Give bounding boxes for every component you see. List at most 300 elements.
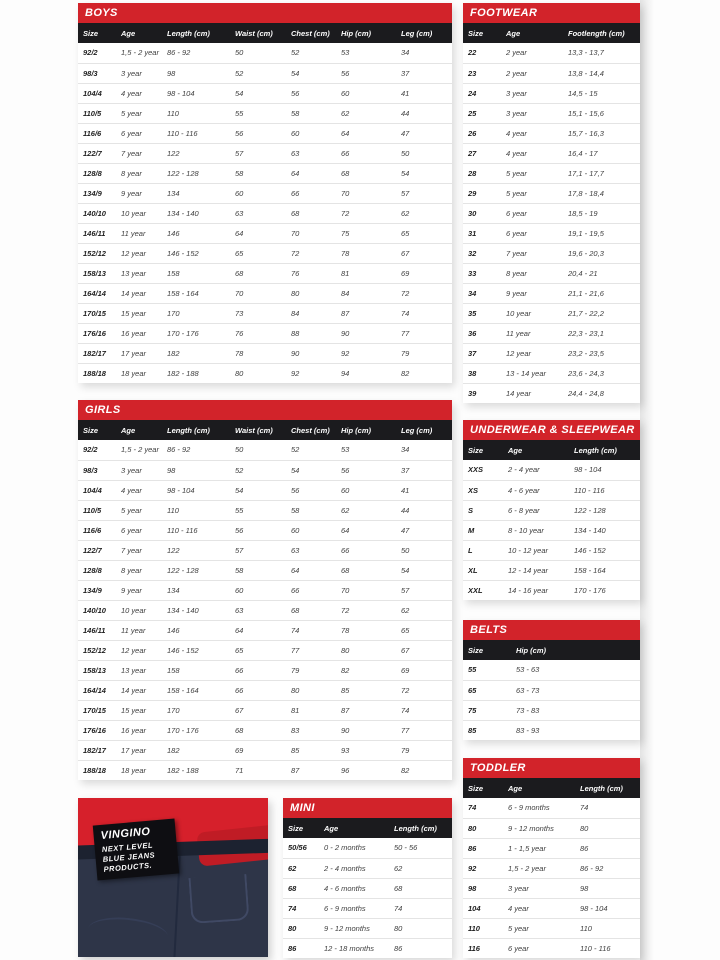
value-cell: 84 [286, 303, 336, 323]
column-header: Size [463, 778, 503, 798]
value-cell: 54 [396, 163, 452, 183]
value-cell: 66 [336, 540, 396, 560]
value-cell: 9 year [116, 580, 162, 600]
value-cell: 56 [230, 520, 286, 540]
value-cell: 68 [230, 263, 286, 283]
size-cell: 22 [463, 43, 501, 63]
value-cell: 64 [230, 620, 286, 640]
value-cell: 10 year [116, 600, 162, 620]
value-cell: 134 [162, 580, 230, 600]
value-cell: 56 [286, 83, 336, 103]
label-line: PRODUCTS. [103, 860, 153, 874]
value-cell: 70 [336, 183, 396, 203]
value-cell: 47 [396, 123, 452, 143]
size-cell: 122/7 [78, 540, 116, 560]
size-cell: 98/3 [78, 63, 116, 83]
value-cell: 17 year [116, 740, 162, 760]
size-cell: XS [463, 480, 503, 500]
value-cell: 60 [336, 480, 396, 500]
value-cell: 69 [230, 740, 286, 760]
column-header: Age [319, 818, 389, 838]
size-cell: 140/10 [78, 600, 116, 620]
belts-size-table [463, 640, 640, 740]
value-cell: 57 [396, 183, 452, 203]
size-cell: 80 [283, 918, 319, 938]
table-row [463, 858, 640, 878]
table-row [463, 163, 640, 183]
column-header: Footlength (cm) [563, 23, 640, 43]
value-cell: 83 - 93 [511, 720, 640, 740]
size-cell: 104/4 [78, 83, 116, 103]
value-cell: 98 - 104 [569, 460, 640, 480]
value-cell: 85 [286, 740, 336, 760]
value-cell: 87 [336, 303, 396, 323]
value-cell: 90 [336, 720, 396, 740]
column-header: Length (cm) [569, 440, 640, 460]
value-cell: 98 - 104 [162, 83, 230, 103]
value-cell: 90 [286, 343, 336, 363]
value-cell: 110 - 116 [162, 123, 230, 143]
size-cell: 104/4 [78, 480, 116, 500]
value-cell: 54 [230, 480, 286, 500]
value-cell: 55 [230, 500, 286, 520]
value-cell: 71 [230, 760, 286, 780]
value-cell: 62 [396, 600, 452, 620]
value-cell: 52 [286, 440, 336, 460]
value-cell: 56 [286, 480, 336, 500]
value-cell: 74 [575, 798, 640, 818]
size-cell: 110 [463, 918, 503, 938]
value-cell: 77 [396, 323, 452, 343]
table-row [78, 740, 452, 760]
value-cell: 15 year [116, 303, 162, 323]
value-cell: 14 - 16 year [503, 580, 569, 600]
size-cell: XXL [463, 580, 503, 600]
value-cell: 6 year [503, 938, 575, 958]
value-cell: 16 year [116, 720, 162, 740]
mini-size-table [283, 818, 452, 958]
value-cell: 12 - 14 year [503, 560, 569, 580]
value-cell: 41 [396, 83, 452, 103]
value-cell: 68 [286, 600, 336, 620]
value-cell: 146 [162, 620, 230, 640]
value-cell: 98 - 104 [575, 898, 640, 918]
column-header: Size [463, 640, 511, 660]
value-cell: 1,5 - 2 year [116, 43, 162, 63]
value-cell: 52 [230, 63, 286, 83]
size-cell: 98 [463, 878, 503, 898]
table-row [283, 938, 452, 958]
value-cell: 7 year [501, 243, 563, 263]
value-cell: 23,2 - 23,5 [563, 343, 640, 363]
table-row [463, 480, 640, 500]
value-cell: 64 [286, 560, 336, 580]
toddler-table-title: TODDLER [463, 758, 640, 778]
size-cell: 92/2 [78, 43, 116, 63]
value-cell: 182 [162, 740, 230, 760]
header-row [463, 440, 640, 460]
value-cell: 62 [336, 500, 396, 520]
size-cell: 128/8 [78, 163, 116, 183]
value-cell: 14,5 - 15 [563, 83, 640, 103]
table-row [78, 440, 452, 460]
table-row [78, 163, 452, 183]
column-header: Hip (cm) [336, 23, 396, 43]
jeans-photo [78, 798, 268, 957]
table-row [78, 680, 452, 700]
value-cell: 57 [230, 143, 286, 163]
value-cell: 94 [336, 363, 396, 383]
value-cell: 80 [286, 680, 336, 700]
value-cell: 1,5 - 2 year [503, 858, 575, 878]
value-cell: 0 - 2 months [319, 838, 389, 858]
value-cell: 6 - 9 months [503, 798, 575, 818]
column-header: Size [78, 420, 116, 440]
table-row [463, 343, 640, 363]
value-cell: 21,1 - 21,6 [563, 283, 640, 303]
header-row [78, 420, 452, 440]
value-cell: 146 - 152 [569, 540, 640, 560]
value-cell: 10 year [501, 303, 563, 323]
value-cell: 85 [336, 680, 396, 700]
value-cell: 64 [286, 163, 336, 183]
value-cell: 78 [230, 343, 286, 363]
value-cell: 9 year [116, 183, 162, 203]
value-cell: 9 - 12 months [319, 918, 389, 938]
value-cell: 74 [396, 700, 452, 720]
value-cell: 80 [286, 283, 336, 303]
value-cell: 87 [286, 760, 336, 780]
value-cell: 3 year [116, 63, 162, 83]
value-cell: 74 [396, 303, 452, 323]
table-row [463, 938, 640, 958]
value-cell: 158 - 164 [162, 680, 230, 700]
size-cell: 164/14 [78, 680, 116, 700]
column-header: Chest (cm) [286, 420, 336, 440]
value-cell: 52 [230, 460, 286, 480]
value-cell: 13,3 - 13,7 [563, 43, 640, 63]
value-cell: 9 year [501, 283, 563, 303]
value-cell: 4 - 6 months [319, 878, 389, 898]
table-row [78, 143, 452, 163]
value-cell: 146 - 152 [162, 640, 230, 660]
value-cell: 18,5 - 19 [563, 203, 640, 223]
value-cell: 158 [162, 660, 230, 680]
table-row [463, 143, 640, 163]
value-cell: 11 year [116, 620, 162, 640]
value-cell: 8 - 10 year [503, 520, 569, 540]
value-cell: 37 [396, 63, 452, 83]
value-cell: 158 [162, 263, 230, 283]
footwear-table-panel [463, 3, 640, 403]
value-cell: 11 year [116, 223, 162, 243]
value-cell: 57 [230, 540, 286, 560]
value-cell: 79 [286, 660, 336, 680]
label-line: BLUE JEANS [102, 850, 156, 864]
value-cell: 5 year [501, 183, 563, 203]
value-cell: 1,5 - 2 year [116, 440, 162, 460]
value-cell: 182 [162, 343, 230, 363]
value-cell: 2 - 4 year [503, 460, 569, 480]
value-cell: 76 [230, 323, 286, 343]
value-cell: 17,1 - 17,7 [563, 163, 640, 183]
value-cell: 86 - 92 [162, 43, 230, 63]
value-cell: 58 [230, 560, 286, 580]
girls-size-table [78, 420, 452, 780]
column-header: Hip (cm) [336, 420, 396, 440]
footwear-size-table [463, 23, 640, 403]
value-cell: 50 [230, 43, 286, 63]
value-cell: 3 year [116, 460, 162, 480]
size-cell: 68 [283, 878, 319, 898]
value-cell: 170 [162, 303, 230, 323]
size-cell: 65 [463, 680, 511, 700]
value-cell: 93 [336, 740, 396, 760]
value-cell: 110 [162, 500, 230, 520]
value-cell: 73 - 83 [511, 700, 640, 720]
value-cell: 72 [336, 203, 396, 223]
girls-table-title: GIRLS [78, 400, 452, 420]
table-row [463, 540, 640, 560]
size-cell: 31 [463, 223, 501, 243]
value-cell: 80 [575, 818, 640, 838]
table-row [78, 580, 452, 600]
size-cell: 164/14 [78, 283, 116, 303]
table-row [463, 383, 640, 403]
value-cell: 72 [286, 243, 336, 263]
table-row [463, 700, 640, 720]
value-cell: 65 [396, 223, 452, 243]
size-cell: 182/17 [78, 740, 116, 760]
value-cell: 78 [336, 620, 396, 640]
value-cell: 80 [336, 640, 396, 660]
value-cell: 68 [389, 878, 452, 898]
value-cell: 86 - 92 [575, 858, 640, 878]
table-row [463, 283, 640, 303]
value-cell: 88 [286, 323, 336, 343]
value-cell: 63 [230, 600, 286, 620]
value-cell: 68 [336, 163, 396, 183]
value-cell: 98 [575, 878, 640, 898]
size-cell: 110/5 [78, 103, 116, 123]
value-cell: 17,8 - 18,4 [563, 183, 640, 203]
value-cell: 67 [396, 243, 452, 263]
value-cell: 6 year [116, 520, 162, 540]
value-cell: 79 [396, 740, 452, 760]
table-row [78, 103, 452, 123]
value-cell: 77 [286, 640, 336, 660]
value-cell: 69 [396, 263, 452, 283]
column-header: Age [116, 23, 162, 43]
table-row [78, 520, 452, 540]
value-cell: 2 year [501, 43, 563, 63]
table-row [78, 203, 452, 223]
value-cell: 62 [389, 858, 452, 878]
column-header: Age [501, 23, 563, 43]
value-cell: 57 [396, 580, 452, 600]
table-row [78, 263, 452, 283]
table-row [463, 580, 640, 600]
size-cell: 122/7 [78, 143, 116, 163]
value-cell: 170 - 176 [162, 323, 230, 343]
table-row [78, 460, 452, 480]
value-cell: 68 [336, 560, 396, 580]
brand-logo: VINGINO [100, 825, 151, 843]
value-cell: 110 [162, 103, 230, 123]
table-row [463, 363, 640, 383]
value-cell: 81 [286, 700, 336, 720]
value-cell: 7 year [116, 540, 162, 560]
size-cell: 39 [463, 383, 501, 403]
size-cell: 36 [463, 323, 501, 343]
size-cell: 75 [463, 700, 511, 720]
value-cell: 4 year [503, 898, 575, 918]
size-cell: 146/11 [78, 223, 116, 243]
size-cell: 92 [463, 858, 503, 878]
size-cell: 152/12 [78, 640, 116, 660]
size-cell: 170/15 [78, 700, 116, 720]
value-cell: 56 [230, 123, 286, 143]
value-cell: 3 year [501, 83, 563, 103]
size-cell: 50/56 [283, 838, 319, 858]
mini-table-panel [283, 798, 452, 958]
header-row [463, 778, 640, 798]
table-row [463, 838, 640, 858]
value-cell: 66 [230, 680, 286, 700]
value-cell: 182 - 188 [162, 760, 230, 780]
table-row [463, 243, 640, 263]
value-cell: 53 [336, 43, 396, 63]
size-cell: XL [463, 560, 503, 580]
column-header: Waist (cm) [230, 23, 286, 43]
value-cell: 63 [286, 143, 336, 163]
table-row [78, 480, 452, 500]
size-cell: 74 [463, 798, 503, 818]
value-cell: 158 - 164 [569, 560, 640, 580]
value-cell: 73 [230, 303, 286, 323]
value-cell: 56 [336, 63, 396, 83]
table-row [78, 640, 452, 660]
size-cell: 134/9 [78, 183, 116, 203]
column-header: Age [503, 440, 569, 460]
value-cell: 67 [396, 640, 452, 660]
value-cell: 68 [286, 203, 336, 223]
value-cell: 92 [286, 363, 336, 383]
table-row [78, 63, 452, 83]
value-cell: 87 [336, 700, 396, 720]
table-row [463, 878, 640, 898]
value-cell: 134 - 140 [162, 600, 230, 620]
size-cell: 128/8 [78, 560, 116, 580]
column-header: Leg (cm) [396, 420, 452, 440]
value-cell: 54 [286, 460, 336, 480]
column-header: Length (cm) [162, 23, 230, 43]
size-cell: L [463, 540, 503, 560]
table-row [463, 520, 640, 540]
value-cell: 82 [396, 760, 452, 780]
value-cell: 110 [575, 918, 640, 938]
size-cell: 158/13 [78, 660, 116, 680]
value-cell: 60 [230, 183, 286, 203]
value-cell: 90 [336, 323, 396, 343]
value-cell: 62 [396, 203, 452, 223]
value-cell: 3 year [501, 103, 563, 123]
value-cell: 74 [389, 898, 452, 918]
column-header: Hip (cm) [511, 640, 640, 660]
value-cell: 64 [230, 223, 286, 243]
table-row [78, 560, 452, 580]
value-cell: 13 - 14 year [501, 363, 563, 383]
table-row [78, 323, 452, 343]
value-cell: 86 [389, 938, 452, 958]
size-cell: 104 [463, 898, 503, 918]
table-row [463, 460, 640, 480]
belts-table-panel [463, 620, 640, 740]
table-row [463, 43, 640, 63]
table-row [283, 838, 452, 858]
value-cell: 134 - 140 [569, 520, 640, 540]
header-row [283, 818, 452, 838]
header-row [463, 640, 640, 660]
value-cell: 77 [396, 720, 452, 740]
value-cell: 66 [286, 183, 336, 203]
table-row [463, 798, 640, 818]
value-cell: 134 [162, 183, 230, 203]
value-cell: 98 - 104 [162, 480, 230, 500]
value-cell: 63 [286, 540, 336, 560]
value-cell: 12 year [501, 343, 563, 363]
value-cell: 65 [230, 243, 286, 263]
table-row [463, 123, 640, 143]
value-cell: 12 year [116, 243, 162, 263]
table-row [78, 303, 452, 323]
header-row [78, 23, 452, 43]
header-row [463, 23, 640, 43]
value-cell: 122 [162, 143, 230, 163]
value-cell: 80 [389, 918, 452, 938]
boys-size-table [78, 23, 452, 383]
value-cell: 2 year [501, 63, 563, 83]
label-line: NEXT LEVEL [101, 840, 154, 854]
value-cell: 122 - 128 [162, 163, 230, 183]
value-cell: 110 - 116 [569, 480, 640, 500]
size-cell: 28 [463, 163, 501, 183]
value-cell: 10 - 12 year [503, 540, 569, 560]
value-cell: 1 - 1,5 year [503, 838, 575, 858]
value-cell: 66 [230, 660, 286, 680]
jeans-pocket [188, 874, 249, 924]
table-row [463, 303, 640, 323]
table-row [463, 203, 640, 223]
table-row [463, 818, 640, 838]
toddler-table-panel [463, 758, 640, 958]
size-cell: 140/10 [78, 203, 116, 223]
table-row [463, 898, 640, 918]
value-cell: 66 [286, 580, 336, 600]
value-cell: 50 - 56 [389, 838, 452, 858]
size-cell: 85 [463, 720, 511, 740]
value-cell: 16 year [116, 323, 162, 343]
value-cell: 82 [396, 363, 452, 383]
size-cell: 158/13 [78, 263, 116, 283]
value-cell: 72 [336, 600, 396, 620]
size-cell: 55 [463, 660, 511, 680]
value-cell: 24,4 - 24,8 [563, 383, 640, 403]
value-cell: 98 [162, 63, 230, 83]
size-cell: 37 [463, 343, 501, 363]
size-cell: 34 [463, 283, 501, 303]
value-cell: 76 [286, 263, 336, 283]
